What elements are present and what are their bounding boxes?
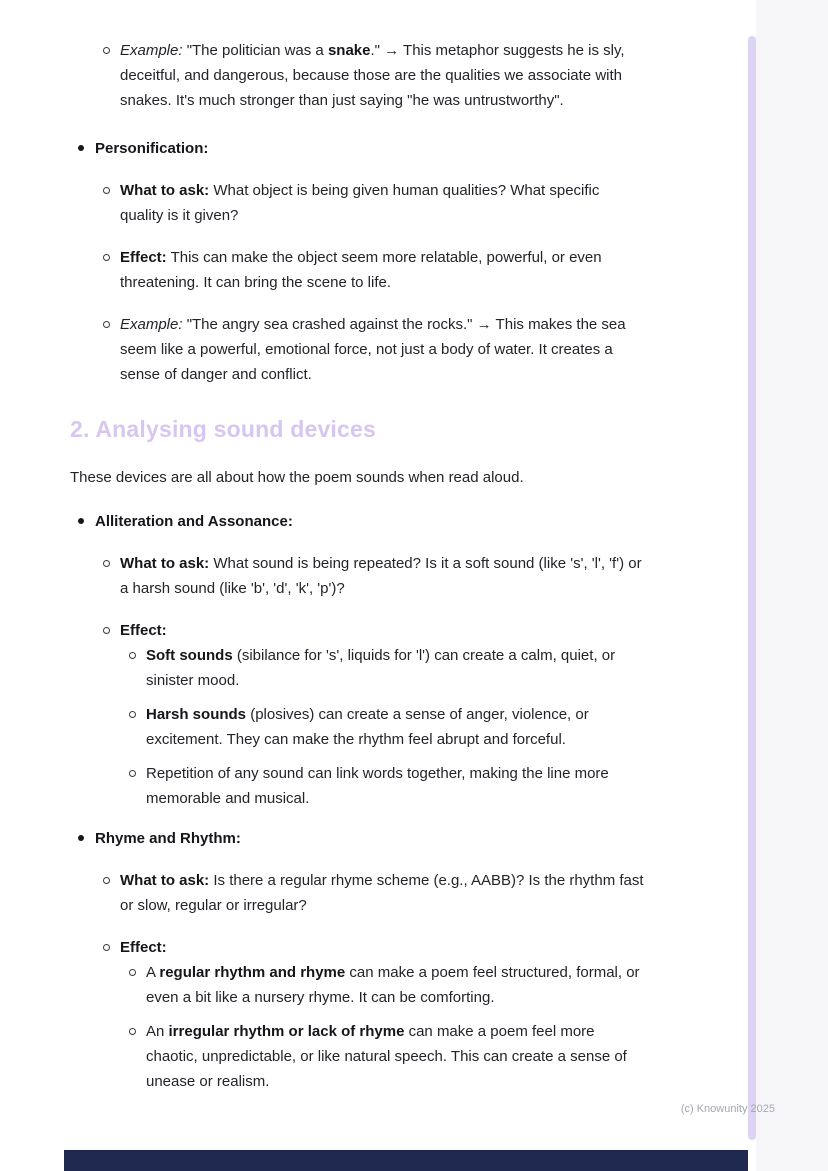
text-run: What to ask: bbox=[120, 182, 210, 199]
list-item-text bbox=[146, 964, 640, 1006]
text-run: Rhyme and Rhythm: bbox=[95, 830, 241, 847]
list-item-text bbox=[120, 182, 599, 224]
list-item bbox=[70, 868, 644, 918]
list-item bbox=[70, 702, 644, 752]
list-item bbox=[70, 618, 644, 643]
list-item bbox=[70, 551, 644, 601]
text-run: irregular rhythm or lack of rhyme bbox=[168, 1023, 405, 1040]
list-item-text bbox=[120, 316, 626, 383]
text-run: What to ask: bbox=[120, 872, 210, 889]
text-run: can make a poem feel structured, formal, or even a bit like a nursery rhyme. It can be comforting. bbox=[146, 964, 640, 1006]
list-item bbox=[70, 960, 644, 1010]
text-run: "The politician was a bbox=[182, 42, 328, 59]
footer-credit: (c) Knowunity 2025 bbox=[680, 1103, 775, 1115]
text-run: What object is being given human qualities? What specific quality is it given? bbox=[120, 182, 600, 224]
bullet-circle-icon bbox=[129, 770, 136, 777]
list-item bbox=[70, 245, 644, 295]
text-run: What to ask: bbox=[120, 555, 210, 572]
text-run: "The angry sea crashed against the rocks." → This makes the sea seem like a powerful, emotional force, not just a body of water. It creates a sense of danger and conflict. bbox=[120, 316, 626, 383]
text-run: What sound is being repeated? Is it a soft sound (like 's', 'l', 'f') or a harsh sound (like 'b', 'd', 'k', 'p')? bbox=[120, 555, 642, 597]
bullet-circle-icon bbox=[103, 254, 110, 261]
text-run: This can make the object seem more relatable, powerful, or even threatening. It can bring the scene to life. bbox=[120, 249, 602, 291]
text-run: (plosives) can create a sense of anger, violence, or excitement. They can make the rhythm feel abrupt and forceful. bbox=[146, 706, 589, 748]
text-run: Example: bbox=[120, 316, 183, 333]
list-item-text bbox=[120, 622, 167, 639]
text-run: These devices are all about how the poem sounds when read aloud. bbox=[70, 469, 524, 486]
text-run: (sibilance for 's', liquids for 'l') can create a calm, quiet, or sinister mood. bbox=[146, 647, 616, 689]
bullet-circle-icon bbox=[103, 47, 110, 54]
bullet-circle-icon bbox=[103, 321, 110, 328]
text-run: Soft sounds bbox=[146, 647, 233, 664]
right-gutter bbox=[756, 0, 828, 1171]
list-item-text bbox=[120, 42, 625, 109]
list-item bbox=[70, 826, 644, 851]
list-item bbox=[70, 761, 644, 811]
text-run: Personification: bbox=[95, 140, 209, 157]
text-run: ." → This metaphor suggests he is sly, deceitful, and dangerous, because those are the qualities we associate with snakes. It's much stronger than just saying "he was untrustworthy". bbox=[120, 42, 625, 109]
text-run: An bbox=[146, 1023, 169, 1040]
text-run: A bbox=[146, 964, 160, 981]
text-run: 2. Analysing sound devices bbox=[70, 416, 376, 442]
list-item-text bbox=[120, 872, 644, 914]
list-item bbox=[70, 136, 644, 161]
bullet-circle-icon bbox=[129, 969, 136, 976]
text-run: Example: bbox=[120, 42, 183, 59]
bullet-circle-icon bbox=[129, 711, 136, 718]
list-item bbox=[70, 38, 644, 113]
text-run: Harsh sounds bbox=[146, 706, 247, 723]
list-item bbox=[70, 312, 644, 387]
list-item-text bbox=[120, 939, 167, 956]
list-item-text bbox=[95, 140, 208, 157]
bullet-circle-icon bbox=[129, 652, 136, 659]
bullet-circle-icon bbox=[103, 627, 110, 634]
text-run: regular rhythm and rhyme bbox=[159, 964, 346, 981]
list-item bbox=[70, 178, 644, 228]
text-run: Effect: bbox=[120, 249, 167, 266]
list-item-text bbox=[120, 555, 642, 597]
bullet-disc-icon bbox=[78, 835, 84, 841]
list-item bbox=[70, 643, 644, 693]
bullet-circle-icon bbox=[103, 560, 110, 567]
text-run: Is there a regular rhyme scheme (e.g., AABB)? Is the rhythm fast or slow, regular or irregular? bbox=[120, 872, 644, 914]
list-item-text bbox=[146, 706, 589, 748]
text-run: Alliteration and Assonance: bbox=[95, 513, 293, 530]
bullet-disc-icon bbox=[78, 145, 84, 151]
list-item-text bbox=[95, 830, 241, 847]
text-run: Effect: bbox=[120, 939, 167, 956]
bullet-circle-icon bbox=[129, 1028, 136, 1035]
list-item bbox=[70, 935, 644, 960]
next-page-preview-bar bbox=[64, 1150, 748, 1171]
list-item-text bbox=[120, 249, 602, 291]
bullet-circle-icon bbox=[103, 187, 110, 194]
text-run: can make a poem feel more chaotic, unpredictable, or like natural speech. This can create a sense of unease or realism. bbox=[146, 1023, 627, 1090]
text-run: Repetition of any sound can link words together, making the line more memorable and musical. bbox=[146, 765, 609, 807]
text-run: snake bbox=[327, 42, 371, 59]
paragraph bbox=[70, 465, 644, 490]
list-item-text bbox=[146, 1023, 627, 1090]
list-item bbox=[70, 1019, 644, 1094]
list-item-text bbox=[95, 513, 293, 530]
bullet-circle-icon bbox=[103, 944, 110, 951]
bullet-disc-icon bbox=[78, 518, 84, 524]
list-item-text bbox=[146, 647, 615, 689]
list-item-text bbox=[146, 765, 609, 807]
list-item bbox=[70, 509, 644, 534]
bullet-circle-icon bbox=[103, 877, 110, 884]
text-run: Effect: bbox=[120, 622, 167, 639]
section-heading bbox=[70, 414, 644, 445]
